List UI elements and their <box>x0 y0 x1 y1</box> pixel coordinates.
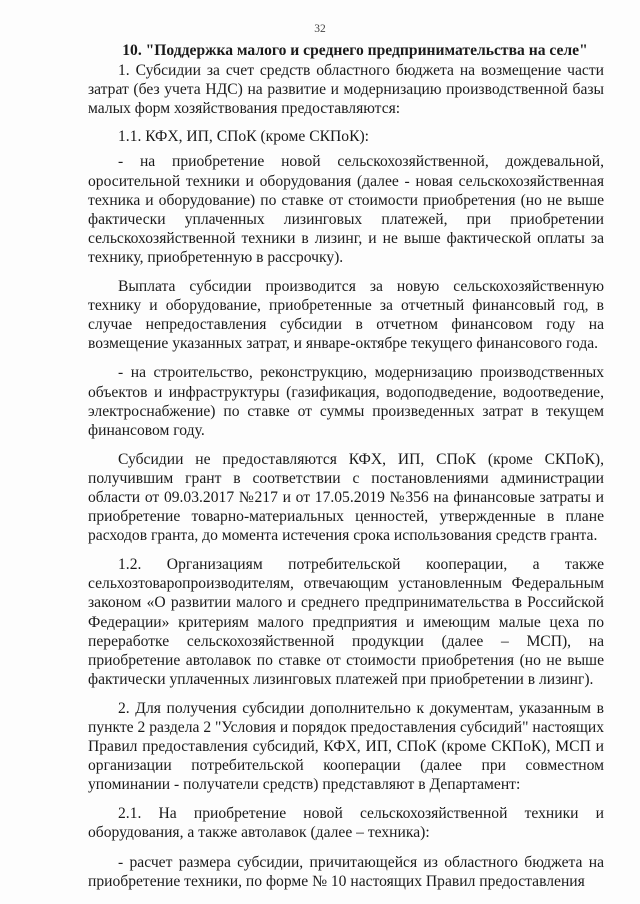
paragraph: 2. Для получения субсидии дополнительно к документам, указанным в пункте 2 раздела 2 "Условия и порядок предоставления субсидий" настоящих Правил предоставления субсидий, КФХ, ИП, СПоК (кроме СКПоК), МСП и организации потребительской кооперации (далее при совместном упоминании - получатели средств) представляют в Департамент: <box>88 699 604 794</box>
paragraph: 1.2. Организациям потребительской кооперации, а также сельхозтоваропроизводителям, отвечающим установленным Федеральным законом «О развитии малого и среднего предпринимательства в Российской Федерации» критериям малого предприятия и имеющим малые цеха по переработке сельскохозяйственной продукции (далее – МСП), на приобретение автолавок по ставке от стоимости приобретения (но не выше фактически уплаченных лизинговых платежей при приобретении в лизинг). <box>88 556 604 688</box>
paragraph: 1.1. КФХ, ИП, СПоК (кроме СКПоК): <box>118 128 369 146</box>
paragraph: 1. Субсидии за счет средств областного бюджета на возмещение части затрат (без учета НДС) на развитие и модернизацию производственной базы малых форм хозяйствования предоставляются: <box>88 62 604 118</box>
paragraph: 2.1. На приобретение новой сельскохозяйственной техники и оборудования, а также автолавок (далее – техника): <box>88 805 604 842</box>
section-heading: 10. "Поддержка малого и среднего предпринимательства на селе" <box>122 42 588 59</box>
paragraph: Субсидии не предоставляются КФХ, ИП, СПоК (кроме СКПоК), получившим грант в соответствии с постановлениями администрации области от 09.03.2017 №217 и от 17.05.2019 №356 на финансовые затраты и приобретение товарно-материальных ценностей, утвержденные в плане расходов гранта, до момента истечения срока использования средств гранта. <box>88 450 604 545</box>
paragraph: - на приобретение новой сельскохозяйственной, дождевальной, оросительной техники и оборудования (далее - новая сельскохозяйственная техника и оборудование) по ставке от стоимости приобретения (но не выше фактически уплаченных лизинговых платежей, при приобретении сельскохозяйственной техники в лизинг, и не выше фактической оплаты за технику, приобретенную в рассрочку). <box>88 153 604 266</box>
paragraph: Выплата субсидии производится за новую сельскохозяйственную технику и оборудование, приобретенные за отчетный финансовый год, в случае непредоставления субсидии в отчетном финансовом году на возмещение указанных затрат, и январе-октябре текущего финансового года. <box>88 278 604 353</box>
document-body <box>88 41 604 891</box>
page-number: 32 <box>314 23 326 35</box>
paragraph: - на строительство, реконструкцию, модернизацию производственных объектов и инфраструктуры (газификация, водоподведение, водоотведение, электроснабжение) по ставке от суммы произведенных затрат в текущем финансовом году. <box>88 364 604 439</box>
paragraph: - расчет размера субсидии, причитающейся из областного бюджета на приобретение техники, по форме № 10 настоящих Правил предоставления <box>88 853 604 890</box>
